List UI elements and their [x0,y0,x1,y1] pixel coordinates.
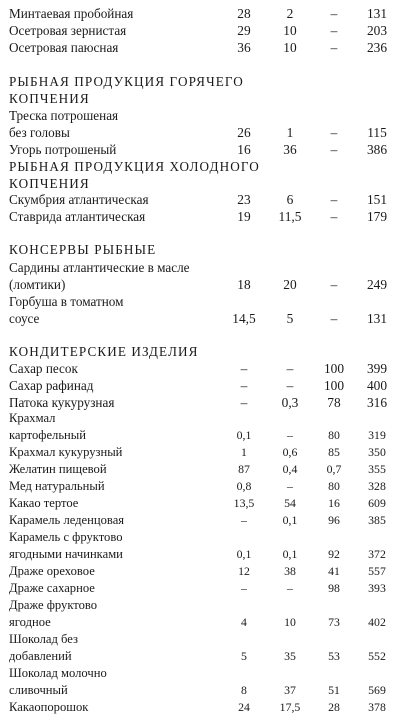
fat-value: 2 [286,6,294,21]
kcal-value: 350 [368,445,386,459]
section-heading-text: КОПЧЕНИЯ [9,91,90,106]
carbs-value: 92 [328,547,340,561]
section-heading [0,241,402,258]
fat-value: – [287,428,293,442]
fat-value: 38 [284,564,296,578]
carbs-value: 51 [328,683,340,697]
carbs-value: 100 [323,378,345,393]
fat-value: 36 [283,142,297,157]
product-name: Горбуша в томатном [9,294,124,309]
fat-value: – [286,361,294,376]
kcal-value: 609 [368,496,386,510]
product-name: Сардины атлантические в масле [9,260,190,275]
kcal-value: 402 [368,615,386,629]
carbs-value: 80 [328,428,340,442]
kcal-value: 316 [366,395,388,410]
table-row [0,259,402,276]
fat-value: 0,6 [282,445,298,459]
kcal-value: 400 [366,378,388,393]
table-row [0,377,402,394]
carbs-value: – [330,209,338,224]
fat-value: 54 [284,496,296,510]
fat-value: 37 [284,683,296,697]
kcal-value: 115 [367,125,387,140]
product-name: соусе [9,311,40,326]
product-name: Драже ореховое [9,564,95,578]
product-name: Крахмал кукурузный [9,445,123,459]
table-row [0,276,402,293]
protein-value: – [240,378,248,393]
table-row [0,208,402,225]
table-row [0,5,402,22]
kcal-value: 552 [368,649,386,663]
carbs-value: – [330,40,338,55]
product-name: Ставрида атлантическая [9,209,146,224]
fat-value: – [287,479,293,493]
table-row [0,22,402,39]
table-row [0,665,402,682]
table-row [0,141,402,158]
fat-value: 0,4 [282,462,298,476]
protein-value: – [240,361,248,376]
product-name: Какао тертое [9,496,79,510]
fat-value: 11,5 [278,209,302,224]
carbs-value: 78 [327,395,341,410]
fat-value: 5 [286,311,294,326]
section-heading-text: КОНДИТЕРСКИЕ ИЗДЕЛИЯ [9,344,199,359]
carbs-value: 53 [328,649,340,663]
kcal-value: 203 [366,23,388,38]
protein-value: 18 [237,277,251,292]
protein-value: 19 [237,209,251,224]
table-row [0,461,402,478]
product-name: Карамель с фруктово [9,530,123,544]
table-row [0,512,402,529]
kcal-value: 569 [368,683,386,697]
product-name: Скумбрия атлантическая [9,192,149,207]
table-row [0,563,402,580]
product-name: добавлений [9,649,72,663]
fat-value: 10 [283,40,297,55]
protein-value: 14,5 [232,311,256,326]
table-row [0,597,402,614]
fat-value: – [286,378,294,393]
fat-value: 20 [283,277,297,292]
table-row [0,495,402,512]
section-heading [0,175,402,192]
fat-value: – [287,581,293,595]
product-name: Сахар песок [9,361,78,376]
section-heading-text: РЫБНАЯ ПРОДУКЦИЯ ХОЛОДНОГО [9,159,260,174]
fat-value: 17,5 [279,700,301,714]
fat-value: 0,3 [281,395,299,410]
protein-value: – [240,395,248,410]
protein-value: 5 [241,649,247,663]
protein-value: 0,8 [236,479,252,493]
kcal-value: 179 [366,209,388,224]
kcal-value: 385 [368,513,386,527]
product-name: ягодными начинками [9,547,123,561]
section-heading [0,343,402,360]
product-name: ягодное [9,615,51,629]
table-row [0,529,402,546]
fat-value: 1 [286,125,294,140]
carbs-value: – [330,6,338,21]
table-row [0,107,402,124]
carbs-value: 80 [328,479,340,493]
product-name: картофельный [9,428,87,442]
protein-value: 36 [237,40,251,55]
table-row [0,360,402,377]
carbs-value: 28 [328,700,340,714]
carbs-value: 98 [328,581,340,595]
table-row [0,310,402,327]
protein-value: 16 [237,142,251,157]
kcal-value: 399 [366,361,388,376]
product-name: Осетровая паюсная [9,40,119,55]
section-heading-text: КОПЧЕНИЯ [9,176,90,191]
section-heading [0,158,402,175]
protein-value: 0,1 [236,428,252,442]
product-name: Патока кукурузная [9,395,115,410]
protein-value: 4 [241,615,247,629]
carbs-value: 96 [328,513,340,527]
carbs-value: – [330,311,338,326]
fat-value: 35 [284,649,296,663]
carbs-value: – [330,23,338,38]
kcal-value: 378 [368,700,386,714]
table-row [0,394,402,411]
protein-value: – [241,513,247,527]
kcal-value: 131 [366,311,388,326]
protein-value: 26 [237,125,251,140]
protein-value: 23 [237,192,251,207]
section-heading-text: РЫБНАЯ ПРОДУКЦИЯ ГОРЯЧЕГО [9,74,244,89]
carbs-value: – [330,277,338,292]
table-row [0,546,402,563]
table-row [0,648,402,665]
table-row [0,39,402,56]
protein-value: 24 [238,700,250,714]
fat-value: 10 [284,615,296,629]
carbs-value: 85 [328,445,340,459]
section-heading-text: КОНСЕРВЫ РЫБНЫЕ [9,242,157,257]
protein-value: 1 [241,445,247,459]
kcal-value: 328 [368,479,386,493]
kcal-value: 355 [368,462,386,476]
product-name: сливочный [9,683,68,697]
kcal-value: 131 [366,6,388,21]
carbs-value: 73 [328,615,340,629]
protein-value: 28 [237,6,251,21]
table-row [0,614,402,631]
carbs-value: – [330,192,338,207]
table-row [0,293,402,310]
table-row [0,699,402,716]
product-name: Шоколад молочно [9,666,107,680]
kcal-value: 319 [368,428,386,442]
product-name: Мед натуральный [9,479,105,493]
table-row [0,580,402,597]
carbs-value: 41 [328,564,340,578]
kcal-value: 236 [366,40,388,55]
carbs-value: 100 [323,361,345,376]
kcal-value: 372 [368,547,386,561]
protein-value: 13,5 [233,496,255,510]
kcal-value: 557 [368,564,386,578]
kcal-value: 151 [366,192,388,207]
fat-value: 6 [286,192,294,207]
fat-value: 10 [283,23,297,38]
fat-value: 0,1 [282,547,298,561]
product-name: Драже фруктово [9,598,98,612]
carbs-value: 16 [328,496,340,510]
product-name: Минтаевая пробойная [9,6,134,21]
kcal-value: 386 [366,142,388,157]
kcal-value: 249 [366,277,388,292]
product-name: Карамель леденцовая [9,513,125,527]
product-name: Угорь потрошеный [9,142,117,157]
table-row [0,444,402,461]
product-name: (ломтики) [9,277,66,292]
table-row [0,631,402,648]
product-name: Крахмал [9,411,56,425]
carbs-value: – [330,142,338,157]
product-name: Какаопорошок [9,700,89,714]
protein-value: 87 [238,462,250,476]
product-name: Желатин пищевой [9,462,107,476]
product-name: Сахар рафинад [9,378,94,393]
table-row [0,124,402,141]
table-row [0,478,402,495]
table-row [0,682,402,699]
kcal-value: 393 [368,581,386,595]
fat-value: 0,1 [282,513,298,527]
section-heading [0,90,402,107]
section-heading [0,73,402,90]
table-row [0,427,402,444]
protein-value: 29 [237,23,251,38]
product-name: Драже сахарное [9,581,95,595]
table-row [0,410,402,427]
product-name: Шоколад без [9,632,79,646]
table-row [0,191,402,208]
product-name: Треска потрошеная [9,108,119,123]
protein-value: 12 [238,564,250,578]
protein-value: 0,1 [236,547,252,561]
product-name: Осетровая зернистая [9,23,127,38]
carbs-value: 0,7 [326,462,342,476]
protein-value: – [241,581,247,595]
protein-value: 8 [241,683,247,697]
carbs-value: – [330,125,338,140]
product-name: без головы [9,125,70,140]
